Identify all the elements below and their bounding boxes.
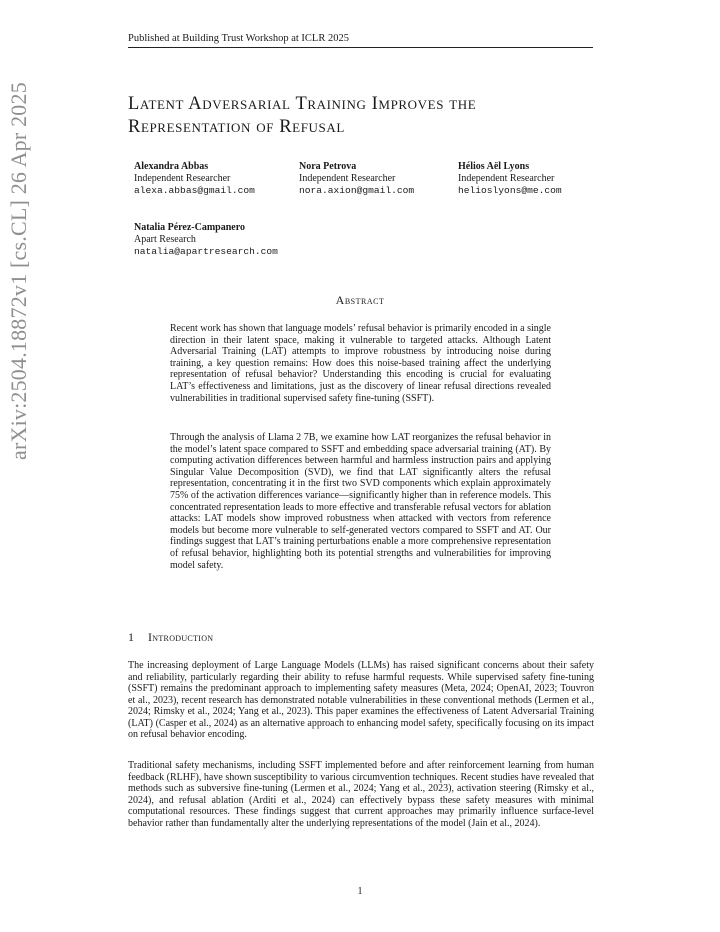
paper-title xyxy=(128,93,598,139)
section-heading xyxy=(128,630,213,645)
author-affiliation: Independent Researcher xyxy=(134,173,231,184)
abstract-paragraph: Recent work has shown that language models’ refusal behavior is primarily encoded in a single direction in their latent space, making it vulnerable to targeted attacks. Although Latent Adversarial Training (LAT) attempts to improve robustness by introducing noise during training, a key question remains: How does this noise-based training affect the underlying representation of refusal behavior? Understanding this encoding is crucial for evaluating LAT’s effectiveness and limitations, just as the discovery of linear refusal directions revealed vulnerabilities in traditional supervised safety fine-tuning (SSFT). xyxy=(170,323,551,404)
section-number: 1 xyxy=(128,630,135,644)
author-block xyxy=(134,222,278,258)
arxiv-identifier[interactable]: arXiv:2504.18872v1 [cs.CL] 26 Apr 2025 xyxy=(6,82,31,460)
body-paragraph: The increasing deployment of Large Language Models (LLMs) has raised significant concerns about their safety and reliability, particularly regarding their ability to refuse harmful requests. While supervised safety fine-tuning (SSFT) remains the predominant approach to implementing safety measures (Meta, 2024; OpenAI, 2023; Touvron et al., 2023), recent research has demonstrated notable vulnerabilities in these conventional methods (Lermen et al., 2024; Rimsky et al., 2024; Yang et al., 2023). This paper examines the effectiveness of Latent Adversarial Training (LAT) (Casper et al., 2024) as an alternative approach to enhancing model safety, specifically focusing on its impact on refusal behavior encoding. xyxy=(128,660,594,740)
running-header: Published at Building Trust Workshop at ICLR 2025 xyxy=(128,33,593,48)
abstract-paragraph: Through the analysis of Llama 2 7B, we examine how LAT reorganizes the refusal behavior in the model’s latent space compared to SSFT and embedding space adversarial training (AT). By computing activation differences between harmful and harmless instruction pairs and applying Singular Value Decomposition (SVD), we find that LAT significantly alters the refusal representation, concentrating it in the first two SVD components which explain approximately 75% of the activation differences variance—significantly higher than in reference models. This concentrated representation leads to more effective and transferable refusal vectors for ablation attacks: LAT models show improved robustness when attacked with vectors from reference models but become more vulnerable to self-generated vectors compared to SSFT and AT. Our findings suggest that LAT’s training perturbations enable a more comprehensive representation of refusal behavior, highlighting both its potential strengths and vulnerabilities for improving model safety. xyxy=(170,432,551,571)
author-email[interactable]: natalia@apartresearch.com xyxy=(134,246,278,257)
author-name: Hélios Aël Lyons xyxy=(458,161,530,172)
author-affiliation: Apart Research xyxy=(134,234,196,245)
section-title: Introduction xyxy=(148,630,214,644)
author-email[interactable]: alexa.abbas@gmail.com xyxy=(134,185,255,196)
author-email[interactable]: nora.axion@gmail.com xyxy=(299,185,415,196)
author-name: Nora Petrova xyxy=(299,161,357,172)
abstract-heading: Abstract xyxy=(335,293,385,307)
author-affiliation: Independent Researcher xyxy=(299,173,396,184)
author-block xyxy=(299,161,414,197)
author-name: Natalia Pérez-Campanero xyxy=(134,222,245,233)
page-number: 1 xyxy=(357,886,363,897)
title-line: Representation of Refusal xyxy=(128,117,345,137)
author-name: Alexandra Abbas xyxy=(134,161,209,172)
author-block xyxy=(458,161,562,197)
author-affiliation: Independent Researcher xyxy=(458,173,555,184)
author-email[interactable]: helioslyons@me.com xyxy=(458,185,562,196)
title-line: Latent Adversarial Training Improves the xyxy=(128,94,477,114)
body-paragraph: Traditional safety mechanisms, including SSFT implemented before and after reinforcement learning from human feedback (RLHF), have shown susceptibility to various circumvention techniques. Recent studies have revealed that methods such as subversive fine-tuning (Lermen et al., 2024; Yang et al., 2023), activation steering (Rimsky et al., 2024), and refusal ablation (Arditi et al., 2024) can effectively bypass these safety measures with minimal computational resources. These findings suggest that current approaches may primarily influence surface-level behavior rather than fundamentally alter the underlying representations of the model (Jain et al., 2024). xyxy=(128,760,594,829)
author-block xyxy=(134,161,255,197)
